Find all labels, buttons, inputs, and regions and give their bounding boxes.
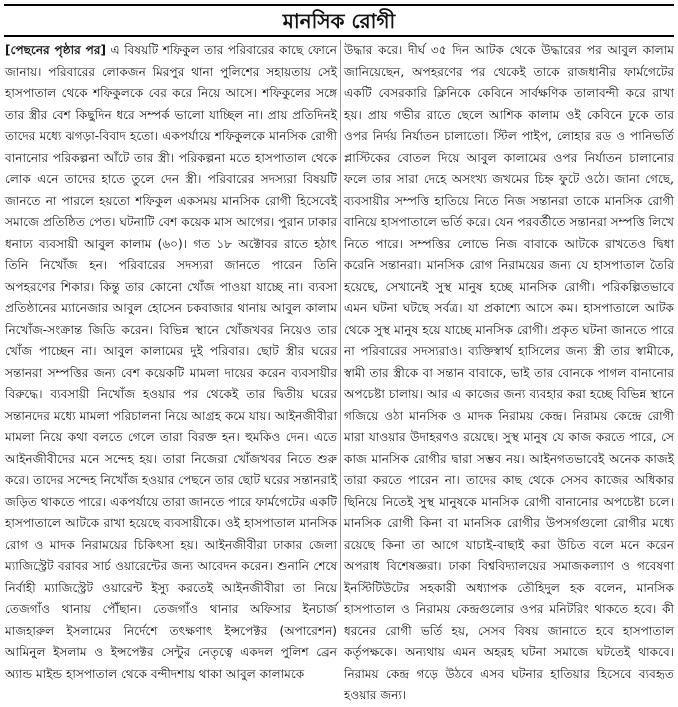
kicker-text: পেছনের পৃষ্ঠার পর [10, 43, 101, 57]
article-column-left [5, 40, 337, 681]
headline-rule [4, 35, 674, 37]
left-column-text: এ বিষয়টি শফিকুল তার পরিবারের কাছে ফোনে জানায়। পরিবারের লোকজন মিরপুর থানা পুলিশের সহায়তায় সেই হাসপাতাল থেকে শফিকুলকে বের করে নিয়ে আসে। শফিকুলের সঙ্গে তার স্ত্রীর বেশ কিছুদিন ধরে সম্পর্ক ভালো যাচ্ছিল না। প্রায় প্রতিদিনই তাদের মধ্যে ঝগড়া-বিবাদ হতো। একপর্যায়ে শফিকুলকে মানসিক রোগী বানানোর পরিকল্পনা আঁটে তার স্ত্রী। পরিকল্পনা মতে হাসপাতাল থেকে লোক এনে তাদের হাতে তুলে দেন স্ত্রী। পরিবারের সদস্যরা বিষয়টি জানতে না পারলে হয়তো শফিকুল একসময় মানসিক রোগী হিসেবেই সমাজে প্রতিষ্ঠিত পেত। ঘটনাটি বেশ কয়েক মাস আগের। পুরান ঢাকার ধনাঢ্য ব্যবসায়ী আবুল কালাম (৬০)। গত ১৮ অক্টোবর রাতে হঠাৎ তিনি নিখোঁজ হন। পরিবারের সদস্যরা জানতে পারেন তিনি অপহরণের শিকার। কিন্তু তার কোনো খোঁজ পাওয়া যাচ্ছে না। ব্যবসা প্রতিষ্ঠানের ম্যানেজার আবুল হোসেন চকবাজার থানায় আবুল কালাম নিখোঁজ-সংক্রান্ত জিডি করেন। বিভিন্ন স্থানে খোঁজখবর নিয়েও তার খোঁজ পাচ্ছেন না। আবুল কালামের দুই পরিবার। ছোট স্ত্রীর ঘরের সন্তানরা সম্পত্তির জন্য বেশ কয়েকটি মামলা দায়ের করেন ব্যবসায়ীর বিরুদ্ধে। ব্যবসায়ী নিখোঁজ হওয়ার পর থেকেই তার দ্বিতীয় ঘরের সন্তানদের মধ্যে মামলা পরিচালনা নিয়ে আগ্রহ কমে যায়। আইনজীবীরা মামলা নিয়ে কথা বলতে গেলে তারা বিরক্ত হন। হুমকিও দেন। এতে আইনজীবীদের মনে সন্দেহ হয়। তারা নিজেরা খোঁজখবর নিতে শুরু করে। তাদের সন্দেহ নিখোঁজ হওয়ার পেছনে তার ছোট ঘরের সন্তানরাই জড়িত থাকতে পারে। একপর্যায়ে তারা জানতে পারে ফার্মগেটের একটি হাসপাতালে আটকে রাখা হয়েছে ব্যবসায়ীকে। ওই হাসপাতাল মানসিক রোগ ও মাদক নিরাময়ের চিকিৎসা হয়। আইনজীবীরা ঢাকার জেলা ম্যাজিস্ট্রেট বরাবর সার্চ ওয়ারেন্টের জন্য আবেদন করেন। শুনানি শেষে নির্বাহী ম্যাজিস্ট্রেট ওয়ারেন্ট ইস্যু করতেই আইনজীবীরা তা নিয়ে তেজগাঁও থানায় পৌঁছান। তেজগাঁও থানার অফিসার ইনচার্জ মাজহারুল ইসলামের নির্দেশে তৎক্ষণাৎ ইন্সপেক্টর (অপারেশন) আমিনুল ইসলাম ও ইন্সপেক্টর সেন্টুর নেতৃত্বে একদল পুলিশ ব্রেন অ্যান্ড মাইন্ড হাসপাতাল থেকে বন্দীদশায় থাকা আবুল কালামকে [5, 43, 337, 681]
right-column-text: উদ্ধার করে। দীর্ঘ ৩৫ দিন আটক থেকে উদ্ধারের পর আবুল কালাম জানিয়েছেন, অপহরণের পর থেকেই তাকে রাজধানীর ফার্মগেটের একটি বেসরকারি ক্লিনিকে কেবিনে সার্বক্ষণিক তালাবন্দী করে রাখা হয়। প্রায় গভীর রাতে ছেলে আশিক কালাম ওই কেবিনে ঢুকে তার ওপর নির্দয় নির্যাতন চালাতো। স্টিল পাইপ, লোহার রড ও পানিভর্তি প্লাস্টিকের বোতল দিয়ে আবুল কালামের ওপর নির্যাতন চালানোর ফলে তার সারা দেহে অসংখ্য জখমের চিহ্ন ফুটে ওঠে। জানা গেছে, ব্যবসায়ীর সম্পত্তি হাতিয়ে নিতে নিজ সন্তানরা তাকে মানসিক রোগী বানিয়ে হাসপাতালে ভর্তি করে। যেন পরবর্তীতে সন্তানরা সম্পত্তি লিখে নিতে পারে। সম্পত্তির লোভে নিজ বাবাকে আটকে রাখতেও দ্বিধা করেনি সন্তানরা। মানসিক রোগ নিরাময়ের জন্য যে হাসপাতাল তৈরি হয়েছে, সেখানেই সুস্থ মানুষ হচ্ছে মানসিক রোগী। পরিকল্পিতভাবে এমন ঘটনা ঘটছে সর্বত্র। যা প্রকাশ্যে আসে কম। হাসপাতালে আটক থেকে সুস্থ মানুষ হয়ে যাচ্ছে মানসিক রোগী। প্রকৃত ঘটনা জানতে পারে না পরিবারের সদস্যরাও। ব্যক্তিস্বার্থ হাসিলের জন্য স্ত্রী তার স্বামীকে, স্বামী তার স্ত্রীকে বা সন্তান বাবাকে, ভাই তার বোনকে পাগল বানানোর অপচেষ্টা চালায়। আর এ কাজের জন্য ব্যবহার করা হচ্ছে বিভিন্ন স্থানে গজিয়ে ওঠা মানসিক ও মাদক নিরাময় কেন্দ্র। নিরাময় কেন্দ্রে রোগী মারা যাওয়ার উদাহরণও রয়েছে। সুস্থ মানুষ যে কাজ করতে পারে, সে কাজ মানসিক রোগীর দ্বারা সম্ভব নয়। আইনগতভাবেই অনেক কাজই তারা করতে পারেন না। তাদের কাছ থেকে সেসব কাজের অধিকার ছিনিয়ে নিতেই সুস্থ মানুষকে মানসিক রোগী বানানোর অপচেষ্টা চলে। মানসিক রোগী কিনা বা মানসিক রোগীর উপসর্গগুলো রোগীর মধ্যে রয়েছে কিনা তা আগে যাচাই-বাছাই করা উচিত বলে মনে করেন অপরাধ বিশেষজ্ঞরা। ঢাকা বিশ্ববিদ্যালয়ের সমাজকল্যাণ ও গবেষণা ইনস্টিটিউটের সহকারী অধ্যাপক তৌহিদুল হক বলেন, মানসিক হাসপাতাল ও নিরাময় কেন্দ্রগুলোর ওপর মনিটরিং থাকতে হবে। কী ধরনের রোগী ভর্তি হয়, সেসব বিষয় জানাতে হবে হাসপাতাল কর্তৃপক্ষকে। অন্যথায় এমন অহরহ ঘটনা সমাজে ঘটতেই থাকবে। নিরাময় কেন্দ্র গড়ে উঠবে এসব ঘটনার হাতিয়ার হিসেবে ব্যবহৃত হওয়ার জন্য। [344, 43, 674, 702]
left-paragraph [5, 40, 337, 685]
top-rule [4, 4, 674, 6]
continuation-kicker: [পেছনের পৃষ্ঠার পর] [5, 43, 107, 57]
article-column-right [344, 40, 674, 702]
headline: মানসিক রোগী [282, 9, 396, 33]
column-divider [340, 40, 341, 602]
